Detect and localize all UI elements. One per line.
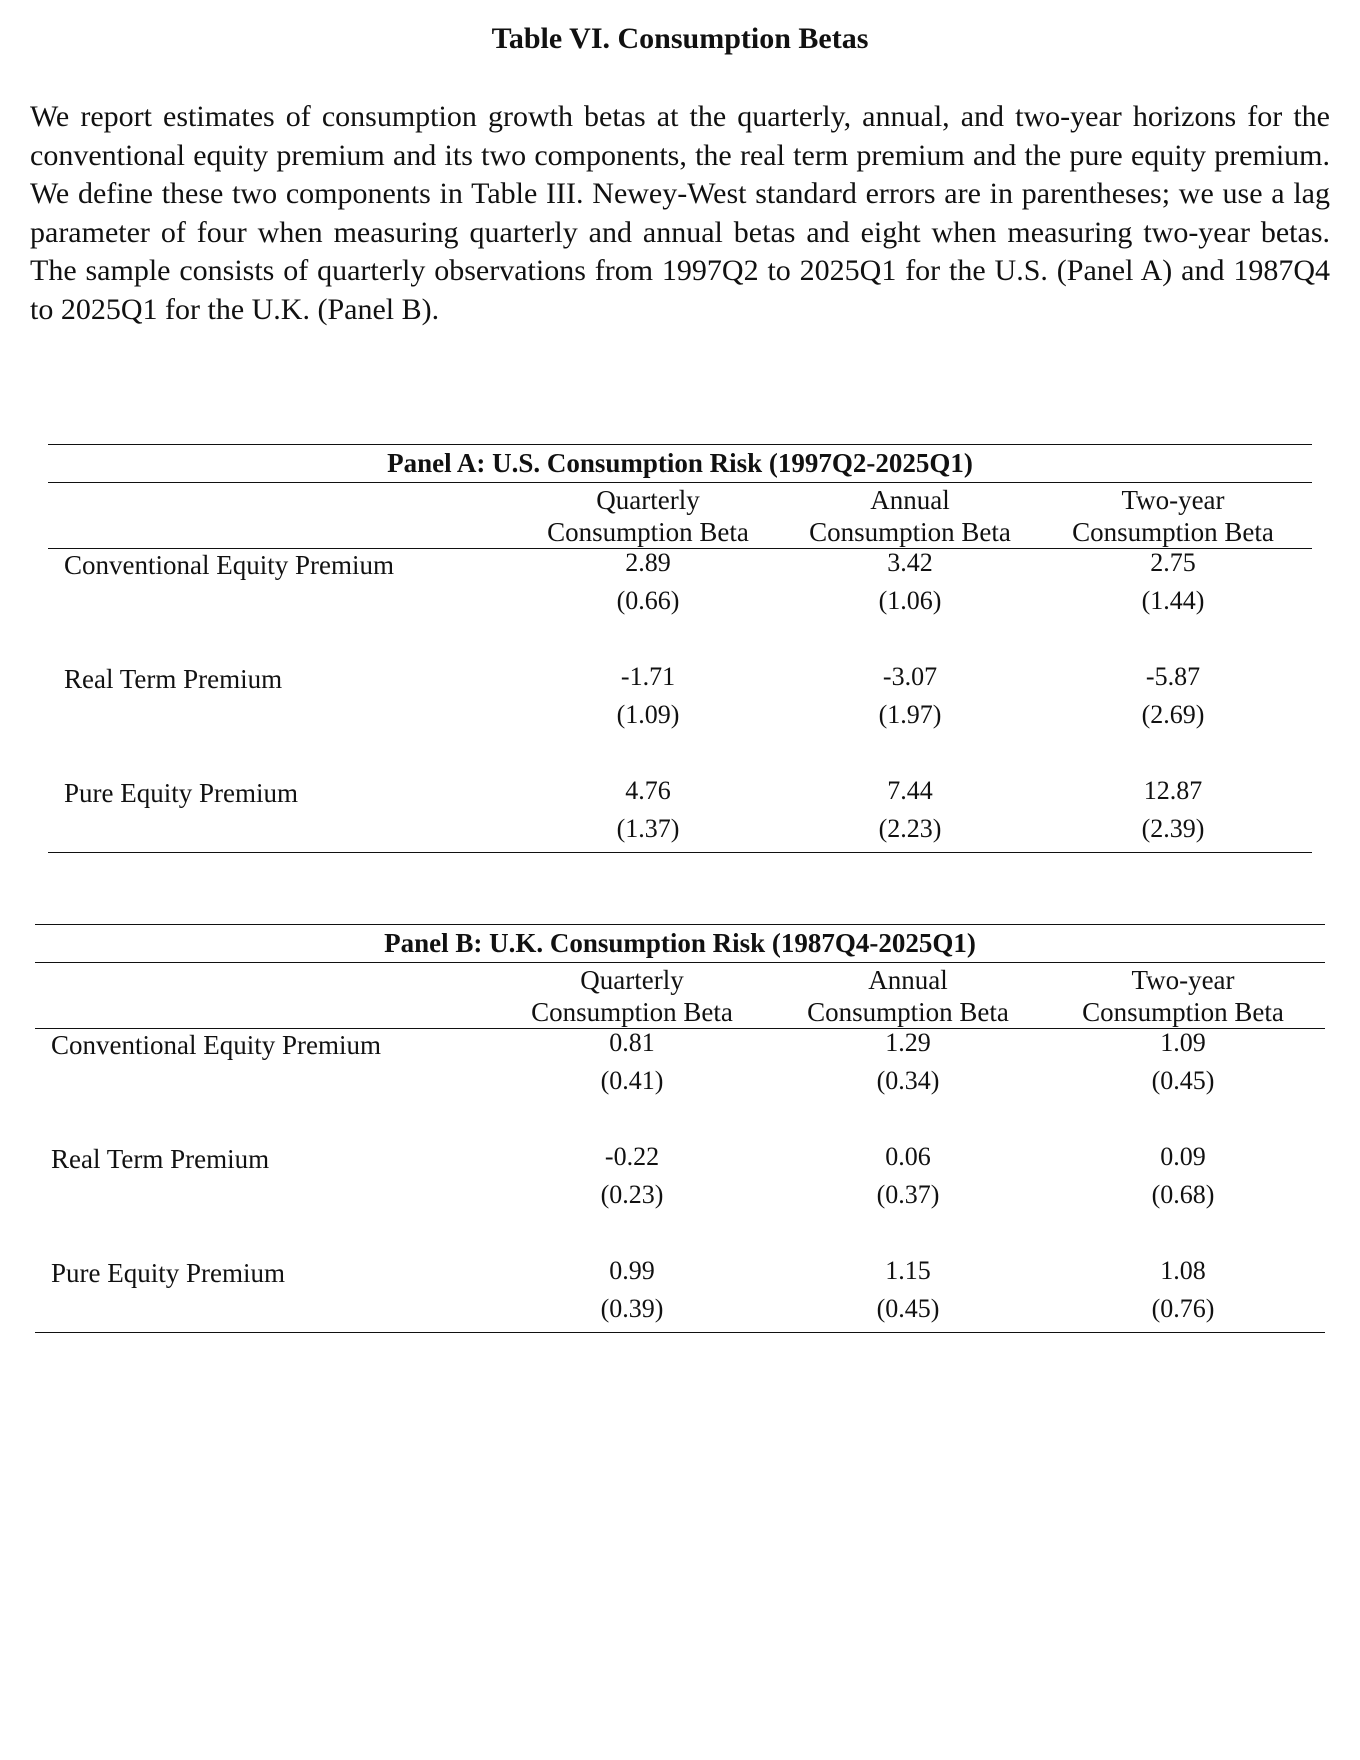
standard-error: (0.23) — [600, 1180, 664, 1209]
beta-value: 2.75 — [1150, 548, 1196, 577]
standard-error: (0.76) — [1151, 1294, 1215, 1323]
standard-error: (1.09) — [616, 700, 680, 729]
standard-error: (0.45) — [1151, 1066, 1215, 1095]
beta-value: 1.09 — [1160, 1028, 1206, 1057]
row-label: Pure Equity Premium — [64, 778, 298, 808]
panel-top-rule — [48, 444, 1312, 445]
beta-value: -1.71 — [620, 662, 676, 691]
standard-error: (1.06) — [878, 586, 942, 615]
col-header-quarterly: Quarterly Consumption Beta — [531, 965, 733, 1027]
beta-value: -0.22 — [604, 1142, 660, 1171]
standard-error: (0.66) — [616, 586, 680, 615]
col-header-two-year: Two-year Consumption Beta — [1082, 965, 1284, 1027]
panel-top-rule — [35, 924, 1325, 925]
beta-value: 0.06 — [885, 1142, 931, 1171]
standard-error: (0.41) — [600, 1066, 664, 1095]
standard-error: (1.44) — [1141, 586, 1205, 615]
standard-error: (2.69) — [1141, 700, 1205, 729]
panel-b — [35, 924, 1325, 1334]
panel-title: Panel B: U.K. Consumption Risk (1987Q4-2025Q1) — [384, 928, 976, 958]
row-label: Real Term Premium — [51, 1144, 270, 1174]
standard-error: (0.68) — [1151, 1180, 1215, 1209]
beta-value: 12.87 — [1143, 776, 1203, 805]
beta-value: 2.89 — [625, 548, 671, 577]
table-title: Table VI. Consumption Betas — [491, 22, 869, 55]
standard-error: (0.39) — [600, 1294, 664, 1323]
row-label: Conventional Equity Premium — [64, 550, 394, 580]
col-header-annual: Annual Consumption Beta — [809, 485, 1011, 547]
panel-bottom-rule — [35, 1332, 1325, 1333]
beta-value: 1.29 — [885, 1028, 931, 1057]
panel-bottom-rule — [48, 852, 1312, 853]
beta-value: -3.07 — [882, 662, 938, 691]
standard-error: (1.37) — [616, 814, 680, 843]
col-header-two-year: Two-year Consumption Beta — [1072, 485, 1274, 547]
beta-value: 0.09 — [1160, 1142, 1206, 1171]
beta-value: 7.44 — [887, 776, 933, 805]
standard-error: (2.39) — [1141, 814, 1205, 843]
panel-a — [48, 444, 1312, 854]
row-label: Conventional Equity Premium — [51, 1030, 381, 1060]
standard-error: (2.23) — [878, 814, 942, 843]
row-label: Pure Equity Premium — [51, 1258, 285, 1288]
panel-title-rule — [48, 482, 1312, 483]
beta-value: -5.87 — [1145, 662, 1201, 691]
col-header-annual: Annual Consumption Beta — [807, 965, 1009, 1027]
beta-value: 3.42 — [887, 548, 933, 577]
standard-error: (1.97) — [878, 700, 942, 729]
beta-value: 1.08 — [1160, 1256, 1206, 1285]
standard-error: (0.37) — [876, 1180, 940, 1209]
panel-title-rule — [35, 962, 1325, 963]
standard-error: (0.45) — [876, 1294, 940, 1323]
beta-value: 0.99 — [609, 1256, 655, 1285]
beta-value: 4.76 — [625, 776, 671, 805]
col-header-quarterly: Quarterly Consumption Beta — [547, 485, 749, 547]
panel-title: Panel A: U.S. Consumption Risk (1997Q2-2025Q1) — [387, 448, 973, 478]
beta-value: 1.15 — [885, 1256, 931, 1285]
beta-value: 0.81 — [609, 1028, 655, 1057]
row-label: Real Term Premium — [64, 664, 283, 694]
table-description: We report estimates of consumption growth betas at the quarterly, annual, and two-year horizons for the conventional equity premium and its two components, the real term premium and the pure equity premium. We define these two components in Table III. Newey-West standard errors are in parentheses; we use a lag parameter of four when measuring quarterly and annual betas and eight when measuring two-year betas. The sample consists of quarterly observations from 1997Q2 to 2025Q1 for the U.S. (Panel A) and 1987Q4 to 2025Q1 for the U.K. (Panel B). — [30, 100, 1330, 326]
standard-error: (0.34) — [876, 1066, 940, 1095]
